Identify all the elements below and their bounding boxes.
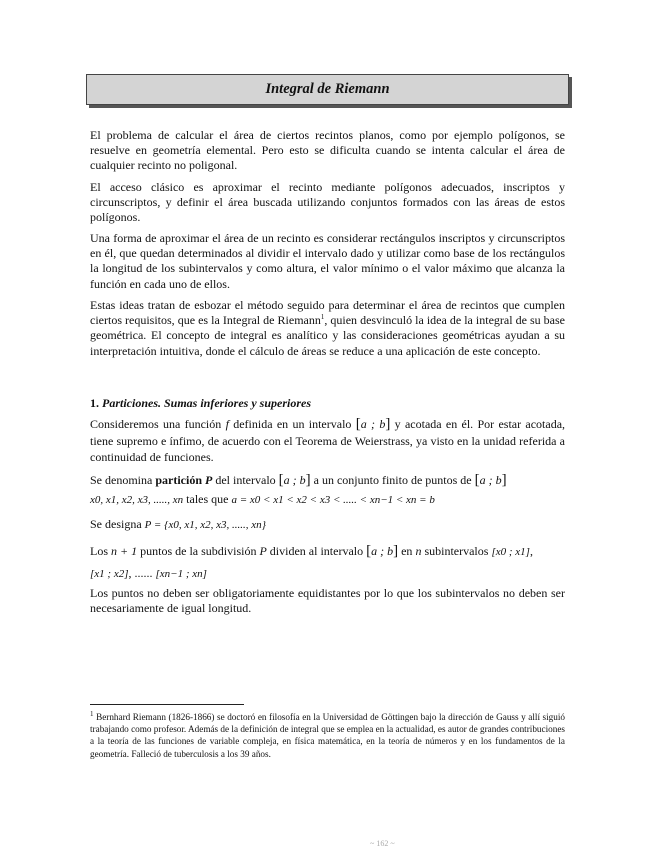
partition-set: P = {x0, x1, x2, x3, ....., xn} [144, 519, 267, 531]
function-symbol: f [225, 417, 229, 431]
s4-text-2: puntos de la subdivisión [140, 544, 257, 558]
s1-text-3: y acotada en él. Por estar acotada, tiene supremo e ínfimo, de acuerdo con el Teorema de Weierstrass, ya visto en la unidad referida a continuidad de funciones. [90, 417, 566, 464]
s2-text-1: Se denomina [90, 473, 153, 487]
interval-ab [356, 417, 391, 431]
interval-ab-3 [475, 473, 507, 487]
ellipsis: ...... [134, 566, 153, 580]
intro-paragraph-3: Una forma de aproximar el área de un recinto es considerar rectángulos inscriptos y circunscriptos en él, que quedan determinados al dividir el intervalo dado y utilizar como base de los rectángulos la longitud de los subintervalos y como altura, el valor mínimo o el valor máximo que alcanza la función en cada uno de ellos. [90, 231, 565, 291]
footnote-ref[interactable]: 1 [320, 313, 325, 322]
footnote-divider [90, 704, 244, 705]
bracket-open: [ [366, 543, 372, 559]
footnote-mark: 1 [90, 709, 94, 718]
n-plus-one: n + 1 [111, 544, 138, 558]
intro-paragraph-4 [90, 298, 565, 359]
p4-text-a: Estas ideas tratan de esbozar el método seguido para determinar el área de recintos que cumplen ciertos requisitos, que es la Integral de Riemann [90, 298, 565, 328]
bracket-close: ] [385, 416, 391, 432]
s2-text-3: a un conjunto finito de puntos de [313, 473, 472, 487]
partition-definition [90, 471, 565, 510]
equidistant-note: Los puntos no deben ser obligatoriamente equidistantes por lo que los subintervalos no deben ser necesariamente de igual longitud. [90, 586, 565, 616]
var-a: a [283, 473, 290, 487]
semicolon: ; [289, 473, 300, 487]
subintervals-paragraph: Los n + 1 puntos de la subdivisión P dividen al intervalo [a ; b] en n subintervalos [x0 ; x1], [x1 ; x2], ...... [xn−1 ; xn] [90, 543, 533, 580]
subinterval-2: [x1 ; x2] [90, 568, 129, 580]
partition-points: x0, x1, x2, x3, ....., xn [90, 494, 184, 506]
s4-text-4: en [401, 544, 413, 558]
bracket-close: ] [305, 472, 311, 488]
s1-text-2: definida en un intervalo [233, 417, 352, 431]
bracket-open: [ [278, 472, 284, 488]
partition-set-line [90, 517, 565, 533]
title-banner [86, 74, 569, 105]
var-a: a [479, 473, 486, 487]
s4-text-3: dividen al intervalo [269, 544, 364, 558]
section-heading [90, 396, 311, 411]
subinterval-n: [xn−1 ; xn] [155, 568, 207, 580]
s3-text: Se designa [90, 517, 142, 531]
s2-text-2: del intervalo [215, 473, 276, 487]
bracket-open: [ [474, 472, 480, 488]
var-b: b [299, 473, 306, 487]
semicolon: ; [485, 473, 496, 487]
subinterval-1: [x0 ; x1] [491, 546, 530, 558]
var-b: b [495, 473, 502, 487]
interval-ab-2 [279, 473, 311, 487]
page-title: Integral de Riemann [265, 81, 390, 97]
s4-text-5: subintervalos [424, 544, 489, 558]
section-title: Particiones. Sumas inferiores y superiores [102, 396, 312, 410]
partition-term: partición [155, 473, 202, 487]
definition-paragraph-1 [90, 416, 565, 466]
s2-text-4: tales que [186, 492, 229, 506]
p4-text-b: , quien desvinculó la idea de la integral de su base geométrica. El concepto de integral es analítico y las consideraciones geométricas ayudan a su interpretación intuitiva, donde el cálculo de áreas se reduce a una aplicación de este concepto. [90, 313, 565, 358]
n-symbol: n [415, 544, 422, 558]
bracket-close: ] [501, 472, 507, 488]
bracket-open: [ [355, 416, 361, 432]
footnote [90, 711, 565, 760]
s4-text-1: Los [90, 544, 108, 558]
var-a: a [360, 417, 367, 431]
page-number: ~ 162 ~ [370, 839, 395, 848]
semicolon: ; [377, 544, 388, 558]
partition-chain: a = x0 < x1 < x2 < x3 < ..... < xn−1 < xn = b [231, 494, 435, 506]
var-a: a [371, 544, 378, 558]
var-b: b [387, 544, 394, 558]
s1-text-1: Consideremos una función [90, 417, 222, 431]
semicolon: ; [366, 417, 380, 431]
bracket-close: ] [393, 543, 399, 559]
intro-paragraph-1: El problema de calcular el área de ciertos recintos planos, como por ejemplo polígonos, se resuelve en geometría elemental. Pero esto se dificulta cuando se intenta calcular el área de cualquier recinto no poligonal. [90, 128, 565, 173]
interval-ab-4 [366, 544, 398, 558]
partition-symbol: P [205, 473, 213, 487]
footnote-text: Bernhard Riemann (1826-1866) se doctoró en filosofía en la Universidad de Göttingen bajo la dirección de Gauss y allí siguió trabajando como profesor. Además de la definición de integral que se emplea en la actualidad, es autor de grandes contribuciones a la teoría de las funciones de variable compleja, en física matemática, en la teoría de números y en los fundamentos de la geometría. Falleció de tuberculosis a los 39 años. [90, 712, 566, 759]
intro-paragraph-2: El acceso clásico es aproximar el recinto mediante polígonos adecuados, inscriptos y circunscriptos, y definir el área buscada utilizando conjuntos formados con las áreas de estos polígonos. [90, 180, 565, 225]
section-number: 1. [90, 396, 99, 410]
partition-symbol-2: P [259, 544, 267, 558]
var-b: b [379, 417, 386, 431]
